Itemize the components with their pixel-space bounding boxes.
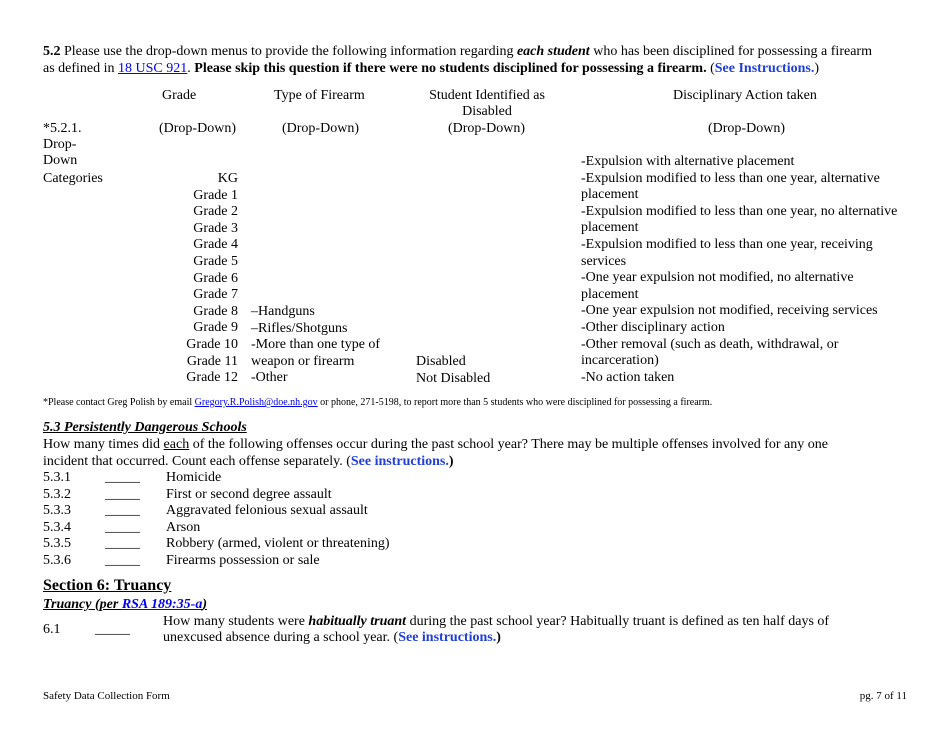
- firearm-options: [251, 304, 380, 387]
- q61-number: 6.1: [43, 622, 61, 637]
- rsa-link[interactable]: RSA 189:35-a: [121, 597, 203, 612]
- q52-number: 5.2: [43, 44, 61, 59]
- offense-count-field[interactable]: _____: [105, 536, 140, 552]
- offense-blanks: [105, 470, 140, 570]
- action-option: -Expulsion modified to less than one year, receiving: [581, 236, 873, 252]
- see-instructions-link[interactable]: See instructions.: [350, 454, 449, 469]
- offense-count-field[interactable]: _____: [105, 519, 140, 535]
- email-link[interactable]: Gregory.R.Polish@doe.nh.gov: [194, 397, 318, 408]
- disabled-option: Disabled: [416, 354, 466, 369]
- grade-option: KG: [217, 171, 238, 186]
- grade-option: Grade 2: [193, 204, 238, 220]
- grade-option: Grade 7: [193, 287, 238, 303]
- s53-question-line2: incident that occurred. Count each offense separately. (See instructions.): [43, 454, 454, 469]
- firearm-option: weapon or firearm: [251, 353, 355, 369]
- q61-line2: unexcused absence during a school year. (See instructions.): [163, 630, 501, 645]
- q52-line2: as defined in 18 USC 921. Please skip this question if there were no students disciplined for possessing a firearm. (See Instructions.): [43, 61, 819, 76]
- firearm-option: -Other: [251, 370, 288, 386]
- action-option: -One year expulsion not modified, no alternative: [581, 270, 854, 286]
- action-option: placement: [581, 187, 639, 203]
- header-grade: Grade: [162, 88, 197, 103]
- disabled-option: Not Disabled: [416, 370, 491, 386]
- action-option: -Expulsion modified to less than one year, no alternative: [581, 203, 898, 219]
- offense-count-field[interactable]: _____: [105, 552, 140, 568]
- action-dropdown[interactable]: (Drop-Down): [708, 121, 785, 136]
- grade-option: Grade 10: [186, 336, 238, 352]
- action-option: placement: [581, 220, 639, 236]
- see-instructions-link[interactable]: See Instructions.: [714, 61, 815, 76]
- firearm-option: -More than one type of: [251, 337, 381, 353]
- offense-label: Homicide: [166, 470, 222, 485]
- disabled-dropdown[interactable]: (Drop-Down): [448, 121, 525, 136]
- grade-option: Grade 3: [193, 220, 238, 236]
- action-option: -Other disciplinary action: [581, 319, 725, 335]
- see-instructions-link[interactable]: See instructions.: [398, 630, 497, 645]
- firearm-option: –Handguns: [251, 304, 315, 319]
- skip-instruction: Please skip this question if there were no students disciplined for possessing a firearm.: [194, 61, 707, 76]
- each-student-emphasis: each student: [516, 44, 590, 59]
- action-option: -Expulsion modified to less than one year, alternative: [581, 170, 880, 186]
- s53-question-line1: How many times did each of the following offenses occur during the past school year? There may be multiple offenses involved for any one: [43, 437, 828, 452]
- grade-option: Grade 12: [186, 370, 238, 386]
- grade-option: Grade 5: [193, 253, 238, 269]
- action-option: -Expulsion with alternative placement: [581, 154, 795, 169]
- section-6-title: Section 6: Truancy: [43, 577, 172, 594]
- contact-note: *Please contact Greg Polish by email Gregory.R.Polish@doe.nh.gov or phone, 271-5198, to report more than 5 students who were disciplined for possessing a firearm.: [43, 397, 713, 408]
- offense-count-field[interactable]: _____: [105, 470, 140, 485]
- offense-label: Aggravated felonious sexual assault: [166, 503, 368, 519]
- row-label: *5.2.1. Drop- Down Categories: [43, 121, 103, 186]
- offense-label: First or second degree assault: [166, 486, 332, 502]
- action-option: -No action taken: [581, 369, 675, 385]
- grade-option: Grade 11: [186, 353, 238, 369]
- offense-count-field[interactable]: _____: [105, 486, 140, 502]
- grade-option: Grade 8: [193, 303, 238, 319]
- firearm-option: –Rifles/Shotguns: [251, 320, 348, 336]
- firearm-dropdown[interactable]: (Drop-Down): [282, 121, 359, 136]
- section-5-3-title: 5.3 Persistently Dangerous Schools: [43, 420, 247, 435]
- footer-page-number: pg. 7 of 11: [859, 690, 907, 702]
- truancy-subtitle: Truancy (per RSA 189:35-a): [43, 597, 207, 612]
- action-option: placement: [581, 286, 639, 302]
- offense-label: Robbery (armed, violent or threatening): [166, 536, 390, 552]
- offense-label: Arson: [166, 519, 201, 535]
- q52-line1: 5.2 Please use the drop-down menus to provide the following information regarding each student who has been disciplined for possessing a firearm: [43, 44, 872, 59]
- grade-option: Grade 9: [193, 320, 238, 336]
- offense-labels: [166, 470, 390, 570]
- action-option: incarceration): [581, 353, 659, 369]
- grade-option: Grade 4: [193, 237, 238, 253]
- header-action: Disciplinary Action taken: [673, 88, 817, 103]
- action-option: -One year expulsion not modified, receiving services: [581, 303, 878, 319]
- action-option: -Other removal (such as death, withdrawal, or: [581, 336, 839, 352]
- grade-option: Grade 6: [193, 270, 238, 286]
- grade-option: Grade 1: [193, 187, 238, 203]
- footer-form-name: Safety Data Collection Form: [43, 690, 170, 702]
- header-disabled: Student Identified as Disabled: [429, 88, 545, 119]
- action-options: [581, 154, 897, 386]
- grade-dropdown[interactable]: (Drop-Down): [159, 121, 236, 136]
- header-firearm: Type of Firearm: [274, 88, 365, 103]
- offense-numbers: 5.3.1 5.3.2 5.3.3 5.3.4 5.3.5 5.3.6: [43, 470, 71, 568]
- q61-line1: How many students were habitually truant during the past school year? Habitually truant is defined as ten half days of: [163, 614, 830, 629]
- offense-count-field[interactable]: _____: [105, 503, 140, 519]
- truant-count-field[interactable]: _____: [95, 622, 130, 637]
- usc-921-link[interactable]: 18 USC 921: [118, 61, 188, 76]
- offense-label: Firearms possession or sale: [166, 552, 320, 568]
- grade-options: [160, 171, 238, 387]
- disabled-options: [416, 354, 490, 387]
- action-option: services: [581, 253, 627, 269]
